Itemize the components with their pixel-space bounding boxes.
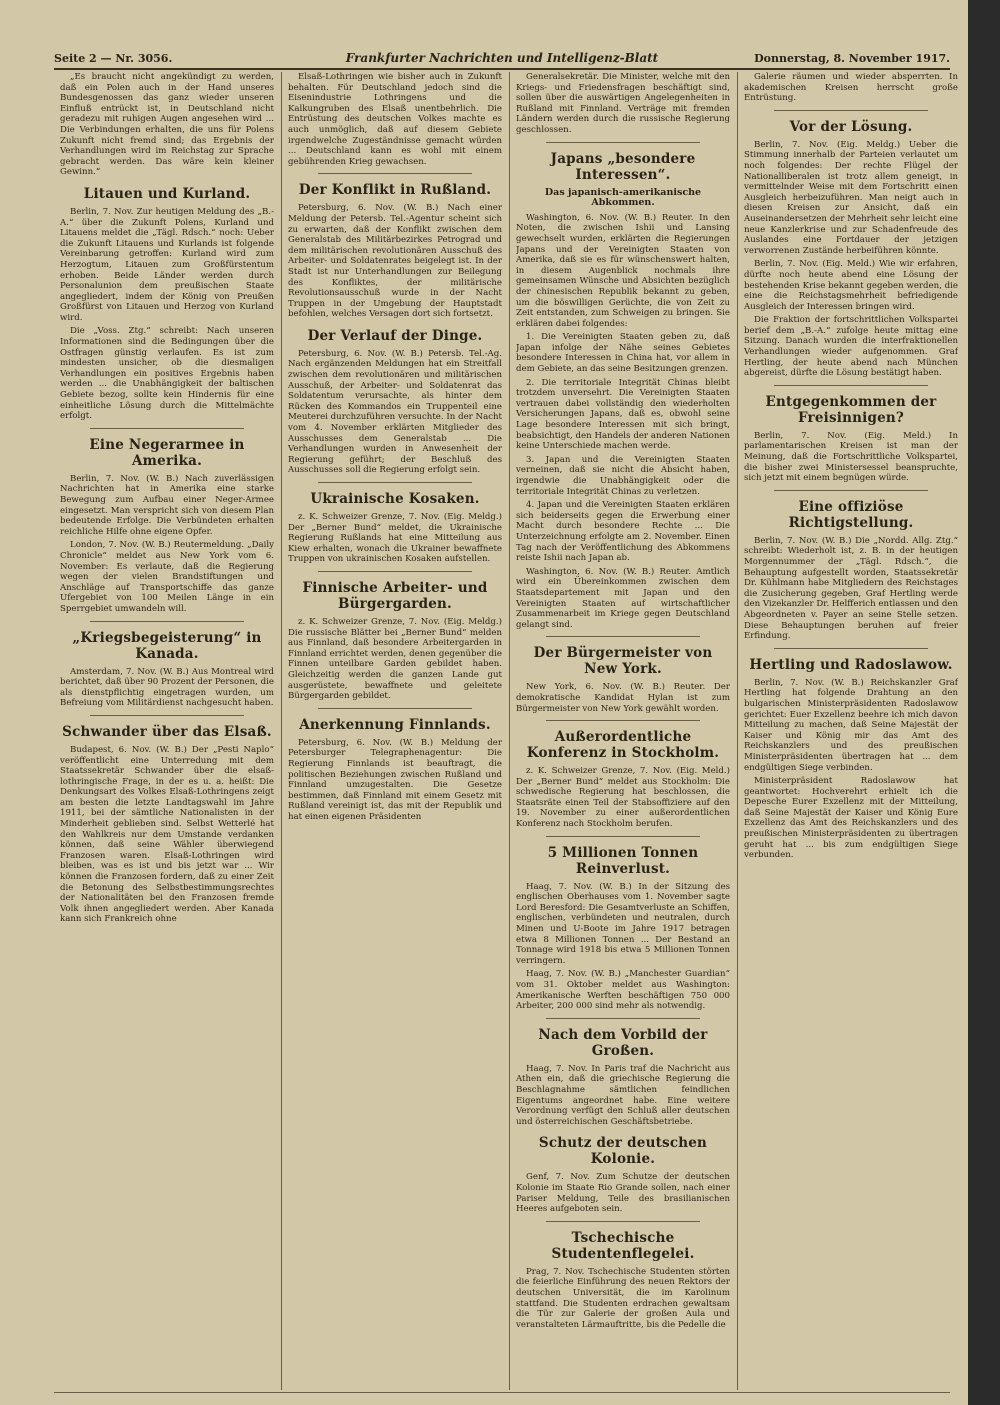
article-text: z. K. Schweizer Grenze, 7. Nov. (Eig. Meldg.) Die russische Blätter bei „Berner Bund“ melden aus Finnland, daß besondere Arbeitergarden in Finnland errichtet werden, denen gegenüber die Finnen unteilbare Garden gebildet haben. Gleichzeitig werden die ganzen Lande gut ausgerüstete, bewaffnete und geleitete Bürgergarden gebildet. [288,616,502,702]
bottom-rule [54,1392,950,1393]
headline-kolonie: Schutz der deutschen Kolonie. [538,1135,708,1168]
article-text: Haag, 7. Nov. (W. B.) In der Sitzung des englischen Oberhauses vom 1. November sagte Lord Beresford: Die Gesamtverluste an Schiffen, englischen, verbündeten und neutralen, durch Minen und U-Boote im Jahre 1917 betragen etwa 8 Millionen Tonnen ... Der Bestand an Tonnage wird 1918 bis etwa 5 Millionen Tonnen verringern. [516,881,730,966]
column-2 [288,72,502,1392]
article-text: Washington, 6. Nov. (W. B.) Reuter. In den Noten, die zwischen Ishii und Lansing gewechselt wurden, erklärten die Regierungen Japans und der Vereinigten Staaten von Amerika, daß sie es für wünschenswert halten, in diesem Augenblick nochmals ihre gemeinsamen Wünsche und Absichten bezüglich der chinesischen Republik bekannt zu geben, um die böswilligen Gerüchte, die von Zeit zu Zeit entstanden, zum Schweigen zu bringen. Sie erklären dabei folgendes: [516,212,730,329]
article-text: Berlin, 7. Nov. (W. B.) Nach zuverlässigen Nachrichten hat in Amerika eine starke Bewegung zum Aufbau einer Neger-Armee eingesetzt. Man verspricht sich von diesem Plan bedeutende Erfolge. Die Verbündeten erhalten reichliche Hilfe ohne eigene Opfer. [60,473,274,537]
article-text: Haag, 7. Nov. In Paris traf die Nachricht aus Athen ein, daß die griechische Regierung die Beschlagnahme sämtlichen feindlichen Eigentums angeordnet habe. Eine weitere Verordnung verfügt den Schluß aller deutschen und österreichischen Geschäftsbetriebe. [516,1063,730,1127]
article-text: 2. Die territoriale Integrität Chinas bleibt trotzdem unversehrt. Die Vereinigten Staaten vertrauen dabei vollständig den wiederholten Versicherungen Japans, daß es, obwohl seine Lage besondere Interessen mit sich bringt, beabsichtigt, den Handels der anderen Nationen keine Unterschiede machen werde. [516,377,730,452]
divider [774,385,928,386]
divider [546,836,700,837]
article-text: Budapest, 6. Nov. (W. B.) Der „Pesti Naplo“ veröffentlicht eine Unterredung mit dem Staatssekretär Schwander über die elsaß-lothringische Frage, in der es u. a. heißt: Die Denkungsart des Volkes Elsaß-Lothringens zeigt am besten die letzte Landtagswahl im Jahre 1911, bei der sämtliche Nationalisten in der Minderheit geblieben sind. Selbst Wetterlé hat den Wahlkreis nur dem Umstande verdanken können, daß seine Wähler überwiegend Franzosen waren. Elsaß-Lothringen wird bleiben, was es ist und bis jetzt war ... Wir können die Franzosen fordern, daß zu einer Zeit die Betonung des Selbstbestimmungsrechtes der Nationalitäten bei den Franzosen fremde Volk ihnen angegliedert werden. Aber Kanada kann sich Frankreich ohne [60,744,274,925]
article-text: Berlin, 7. Nov. (W. B.) Reichskanzler Graf Hertling hat folgende Drahtung an den bulgarischen Ministerpräsidenten Radoslawow gerichtet: Euer Exzellenz beehre ich mich davon Mitteilung zu machen, daß Seine Majestät der Kaiser und König mir das Amt des Reichskanzlers und des preußischen Ministerpräsidenten übertragen hat ... dem endgültigen Siege verbinden. [744,677,958,773]
article-text: London, 7. Nov. (W. B.) Reutermeldung. „Daily Chronicle“ meldet aus New York vom 6. November: Es verlaute, daß die Regierung wegen der vielen Brandstiftungen und Anschläge auf Transportschiffe das ganze Ufergebiet von 100 Meilen Länge in ein Sperrgebiet umwandeln will. [60,540,274,614]
headline-loesung: Vor der Lösung. [789,118,913,135]
article-text: 1. Die Vereinigten Staaten geben zu, daß Japan infolge der Nähe seines Gebietes besondere Interessen in China hat, vor allem in dem Gebiete, an das seine Besitzungen grenzen. [516,332,730,375]
headline-richtigstellung: Eine offiziöse Richtigstellung. [788,498,914,531]
article-text: Petersburg, 6. Nov. (W. B.) Nach einer Meldung der Petersb. Tel.-Agentur scheint sich zu erwarten, daß der Konflikt zwischen dem Generalstab des Militärbezirkes Petrograd und dem militärischen revolutionären Ausschuß des Arbeiter- und Soldatenrates beigelegt ist. In der Stadt ist nur Unterhandlungen zur Beilegung des Konfliktes, der militärische Revolutionsausschuß wurde in der Nacht Truppen in der Umgebung der Hauptstadt befohlen, welches Versagen dort sich fortsetzt. [288,203,502,320]
article-text: Galerie räumen und wieder absperrten. In akademischen Kreisen herrscht große Entrüstung. [744,72,958,104]
headline-litauen: Litauen und Kurland. [83,185,251,202]
column-rule [509,72,510,1390]
divider [90,621,244,622]
divider [318,173,472,174]
divider [318,482,472,483]
headline-finnische-garden: Finnische Arbeiter- und Bürgergarden. [302,579,488,612]
article-text: Berlin, 7. Nov. (W. B.) Die „Nordd. Allg. Ztg.“ schreibt: Wiederholt ist, z. B. in der heutigen Morgennummer der „Tägl. Rdsch.“, die Behauptung aufgestellt worden, Staatssekretär Dr. Kühlmann habe Mitgliedern des Reichstages die Zusicherung gegeben, Graf Hertling werde den Vizekanzler Dr. Helfferich entlassen und den Abgeordneten v. Payer an seine Stelle setzen. Diese Behauptungen beruhen auf freier Erfindung. [744,535,958,642]
headline-japan: Japans „besondere Interessen“. [550,150,696,183]
article-text: Genf, 7. Nov. Zum Schutze der deutschen Kolonie im Staate Rio Grande sollen, nach einer Pariser Meldung, Teile des brasilianischen Heeres aufgeboten sein. [516,1172,730,1215]
headline-hertling: Hertling und Radoslawow. [749,656,953,673]
divider [774,648,928,649]
article-text: Haag, 7. Nov. (W. B.) „Manchester Guardian“ vom 31. Oktober meldet aus Washington: Amerikanische Werften beschäftigen 750 000 Arbeiter, 200 000 sind mehr als notwendig. [516,969,730,1012]
divider [546,142,700,143]
column-4 [744,72,958,1392]
divider [774,110,928,111]
article-text: Petersburg, 6. Nov. (W. B.) Petersb. Tel.-Ag. Nach ergänzenden Meldungen hat ein Streitfall zwischen dem revolutionären und militärischen Ausschuß, der Arbeiter- und Soldatenrat das Soldatentum verursachte, als hinter dem Rücken des Kommandos ein Truppenteil eine Meuterei durchzuführen versuchte. In der Nacht vom 4. November erklärten Mitglieder des Ausschusses dem Generalstab ... Die Verhandlungen wurden in Anwesenheit der Regierung geführt; der Beschluß des Ausschusses soll die Regierung erfolgt sein. [288,348,502,476]
divider [546,1018,700,1019]
headline-verlauf: Der Verlauf der Dinge. [307,327,483,344]
article-text: Berlin, 7. Nov. (Eig. Meld.) In parlamentarischen Kreisen ist man der Meinung, daß die Fortschrittliche Volkspartei, die bisher zwei Ministersessel beanspruchte, sich jetzt mit einem begnügen würde. [744,430,958,484]
article-text: 4. Japan und die Vereinigten Staaten erklären sich beiderseits gegen die Erwerbung einer Macht durch besondere Rechte ... Die Unterzeichnung erfolgte am 2. November. Einen Tag nach der Veröffentlichung des Abkommens reiste Ishii nach Japan ab. [516,500,730,564]
headline-kosaken: Ukrainische Kosaken. [310,491,480,507]
headline-kanada: „Kriegsbegeisterung“ in Kanada. [72,629,262,662]
article-text: Generalsekretär. Die Minister, welche mit den Kriegs- und Friedensfragen beschäftigt sind, sollen über die auswärtigen Angelegenheiten in Rußland mit Finnland. Verträge mit fremden Ländern werden durch die russische Regierung geschlossen. [516,72,730,135]
article-text: Ministerpräsident Radoslawow hat geantwortet: Hochverehrt erhielt ich die Depesche Eurer Exzellenz mit der Mitteilung, daß Seine Majestät der Kaiser und König Eure Exzellenz das Amt des Reichskanzlers und des preußischen Ministerpräsidenten zu übertragen geruht hat ... bis zum endgültigen Siege verbunden. [744,776,958,861]
article-text: Petersburg, 6. Nov. (W. B.) Meldung der Petersburger Telegraphenagentur: Die Regierung Finnlands ist beauftragt, die politischen Beziehungen zwischen Rußland und Finnland umzugestalten. Die Gesetze bestimmen, daß Finnland mit einem Gesetz mit Rußland vereinigt ist, das mit der Republik und hat einen eigenen Präsidenten [288,737,502,822]
page-header [54,50,950,70]
headline-freisinnige: Entgegenkommen der Freisinnigen? [765,393,937,426]
headline-buergermeister: Der Bürgermeister von New York. [533,645,713,678]
article-text: Washington, 6. Nov. (W. B.) Reuter. Amtlich wird ein Übereinkommen zwischen dem Staatsdepartement mit Japan und den Vereinigten Staaten auf wirtschaftlicher Zusammenarbeit im Kriege gegen Deutschland gelangt sind. [516,566,730,630]
divider [318,571,472,572]
divider [546,720,700,721]
headline-negerarmee: Eine Negerarmee in Amerika. [89,436,245,469]
article-text: Amsterdam, 7. Nov. (W. B.) Aus Montreal wird berichtet, daß über 90 Prozent der Personen, die als dienstpflichtig eingetragen wurden, um Befreiung vom Militärdienst nachgesucht haben. [60,666,274,709]
divider [546,636,700,637]
divider [90,715,244,716]
divider [90,428,244,429]
article-text: Prag, 7. Nov. Tschechische Studenten störten die feierliche Einführung des neuen Rektors der deutschen Universität, die im Karolinum stattfand. Die Studenten erdrachen gewaltsam die Tür zur Galerie der großen Aula und veranstalteten Lärmauftritte, bis die Pedelle die [516,1266,730,1330]
article-text: 3. Japan und die Vereinigten Staaten verneinen, daß sie nicht die Absicht haben, irgendwie die Unabhängigkeit oder die territoriale Integrität Chinas zu verletzen. [516,454,730,497]
article-text: Elsaß-Lothringen wie bisher auch in Zukunft behalten. Für Deutschland jedoch sind die Eisenindustrie Lothringens und die Kalkungruben des Elsaß unentbehrlich. Die Entrüstung des deutschen Volkes machte es auch unmöglich, daß auf diesem Gebiete irgendwelche Zugeständnisse gemacht würden ... Deutschland kann es wohl mit einem gebührenden Krieg gewachsen. [288,72,502,167]
headline-elsass: Schwander über das Elsaß. [62,723,272,740]
article-text: z. K. Schweizer Grenze, 7. Nov. (Eig. Meld.) Der „Berner Bund“ meldet aus Stockholm: Die schwedische Regierung hat beschlossen, die Staatsräte einen Teil der Stabsoffiziere auf den 19. November zu einer außerordentlichen Konferenz nach Stockholm berufen. [516,766,730,830]
article-text: z. K. Schweizer Grenze, 7. Nov. (Eig. Meldg.) Der „Berner Bund“ meldet, die Ukrainische Regierung Rußlands hat eine Mitteilung aus Kiew erhalten, wonach die Ukrainer bewaffnete Truppen von ukrainischen Kosaken aufstellen. [288,512,502,565]
article-text: Berlin, 7. Nov. Zur heutigen Meldung des „B.-A.“ über die Zukunft Polens, Kurland und Litauens meldet die „Tägl. Rdsch.“ noch: Ueber die Zukunft Litauens und Kurlands ist folgende Vereinbarung getroffen: Kurland wird zum Herzogtum, Litauen zum Großfürstentum erhoben. Beide Länder werden durch Personalunion dem preußischen Staate angegliedert, indem der König von Preußen Großfürst von Litauen und Herzog von Kurland wird. [60,206,274,323]
headline-vorbild: Nach dem Vorbild der Großen. [538,1026,708,1059]
column-1 [60,72,274,1392]
article-text: Berlin, 7. Nov. (Eig. Meldg.) Ueber die Stimmung innerhalb der Parteien verlautet um noch folgendes: Der rechte Flügel der Nationalliberalen ist trotz allem geneigt, in vermittelnder Weise mit dem Fortschritt einen Ausgleich herbeizuführen. Man neigt auch in diesen Kreisen zur Ansicht, daß ein Auseinandersetzen der Mehrheit sehr leicht eine neue Kanzlerkrise und zur Schadenfreude des Auslandes eine Fortdauer der jetzigen verworrenen Zustände herbeiführen könnte. [744,139,958,256]
headline-tonnen: 5 Millionen Tonnen Reinverlust. [547,844,699,877]
headline-konferenz: Außerordentliche Konferenz in Stockholm. [526,729,720,762]
column-rule [737,72,738,1390]
headline-anerkennung: Anerkennung Finnlands. [299,716,491,733]
article-text: Berlin, 7. Nov. (Eig. Meld.) Wie wir erfahren, dürfte noch heute abend eine Lösung der bestehenden Krise bekannt gegeben werden, die eine die Reichstagsmehrheit befriedigende Ausgleich der Interessen bringen wird. [744,259,958,312]
page-number: Seite 2 — Nr. 3056. [54,52,173,65]
article-text: Die Fraktion der fortschrittlichen Volkspartei berief dem „B.-A.“ zufolge heute mittag eine Sitzung. Danach wurden die interfraktionellen Verhandlungen wieder aufgenommen. Graf Hertling, der heute abend nach München abgereist, dürfte die Lösung bestätigt haben. [744,315,958,379]
column-3 [516,72,730,1392]
divider [546,1221,700,1222]
divider [318,708,472,709]
column-rule [281,72,282,1390]
article-text: New York, 6. Nov. (W. B.) Reuter. Der demokratische Kandidat Hylan ist zum Bürgermeister von New York gewählt worden. [516,682,730,714]
article-text: „Es braucht nicht angekündigt zu werden, daß ein Polen auch in der Hand unseres Bundesgenossen das ganz wieder unseren Einfluß entrückt ist, in Deutschland nicht geradezu mit ruhigen Augen angesehen wird ... Die Verbindungen erhalten, die uns für Polens Zukunft nicht fremd sind; das Ergebnis der Verhandlungen wird im Reichstag zur Sprache gebracht werden. Das wäre kein kleiner Gewinn.“ [60,72,274,178]
masthead: Frankfurter Nachrichten und Intelligenz-Blatt [345,51,659,65]
issue-date: Donnerstag, 8. November 1917. [754,52,950,65]
headline-studenten: Tschechische Studentenflegelei. [551,1229,695,1262]
headline-konflikt: Der Konflikt in Rußland. [298,182,492,199]
divider [774,490,928,491]
subheadline-japan: Das japanisch-amerikanische Abkommen. [544,186,702,209]
article-text: Die „Voss. Ztg.“ schreibt: Nach unseren Informationen sind die Bedingungen über die Ostfragen günstig verlaufen. Es ist zum mindesten unsicher, ob die diesmaligen Verhandlungen ein positives Ergebnis haben werden ... die Unabhängigkeit der baltischen Gebiete bezog, sollte kein Hindernis für eine einheitliche Lösung durch die Mittelmächte erfolgt. [60,326,274,422]
scan-border [968,0,1000,1405]
